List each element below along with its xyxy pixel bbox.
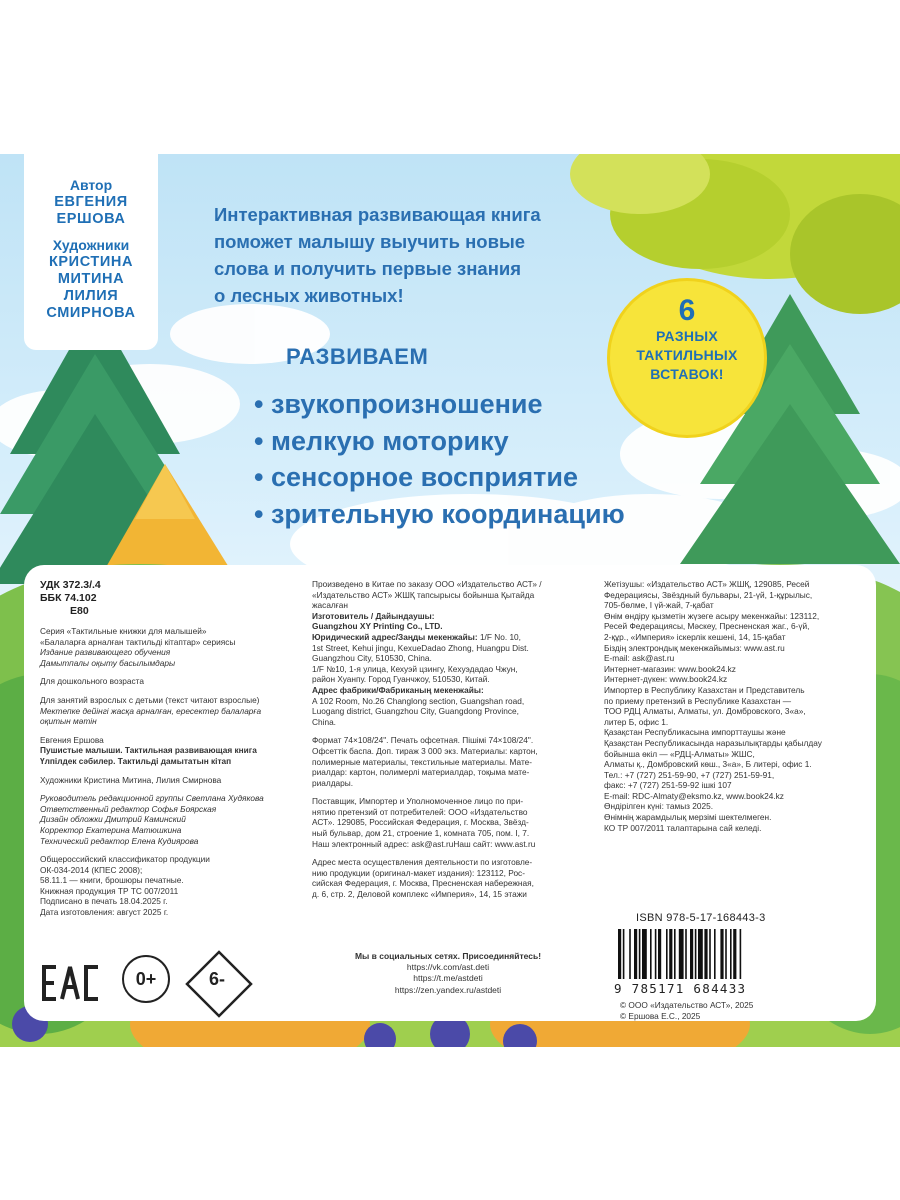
supplier-info: нятию претензий от потребителей: ООО «Издательство xyxy=(312,806,528,817)
author-role: Автор xyxy=(69,177,113,193)
develop-item: • звукопроизношение xyxy=(254,386,625,423)
barcode-bar xyxy=(634,929,637,979)
supplier-info: Наш электронный адрес: ask@ast.ruНаш сайт: www.ast.ru xyxy=(312,838,536,849)
promo-line: слова и получить первые знания xyxy=(214,258,522,279)
format-info: риалдар: картон, полимерлі материалдар, тоқыма мате- xyxy=(312,767,530,778)
kz-info: Өнімнің жарамдылық мерзімі шектелмеген. xyxy=(604,812,772,823)
okp-line: ОК-034-2014 (КПЕС 2008); xyxy=(40,864,143,875)
okp-line: Общероссийский классификатор продукции xyxy=(40,854,210,865)
kz-info: E-mail: RDC-Almaty@eksmo.kz, www.book24.kz xyxy=(604,790,784,801)
social-link-zen[interactable]: https://zen.yandex.ru/astdeti xyxy=(394,984,502,995)
barcode-bar xyxy=(704,929,707,979)
barcode-icon xyxy=(614,929,824,981)
legal-address: Guangzhou City, 510530, China. xyxy=(312,653,432,664)
barcode-bar xyxy=(720,929,723,979)
age-rating-badge: 0+ xyxy=(122,955,170,1003)
legal-address: 1st Street, Kehui jingu, KexueDadao Zhong, Huangpu Dist. xyxy=(312,642,529,653)
barcode-bar xyxy=(658,929,661,979)
kz-info: Алматы қ., Домбровский көш., 3«а», Б литері, офис 1. xyxy=(604,759,812,770)
barcode-bar xyxy=(714,929,716,979)
kz-info: бойынша өкіл — «РДЦ-Алматы» ЖШС, xyxy=(604,748,755,759)
barcode-bar xyxy=(629,929,631,979)
barcode-bar xyxy=(618,929,621,979)
staff-line: Руководитель редакционной группы Светлана Худякова xyxy=(40,793,264,804)
barcode-bar xyxy=(725,929,727,979)
staff-line: Ответственный редактор Софья Боярская xyxy=(40,803,217,814)
copyright xyxy=(620,1000,753,1021)
copyright-line: © ООО «Издательство АСТ», 2025 xyxy=(620,1000,754,1010)
barcode-bar xyxy=(679,929,684,979)
kz-info: 705-бөлме, I үй-жай, 7-қабат xyxy=(604,600,714,611)
social-link-telegram[interactable]: https://t.me/astdeti xyxy=(413,973,483,984)
barcode-bar xyxy=(690,929,693,979)
imprint-column-middle xyxy=(312,579,588,900)
format-info: Формат 74×108/24". Печать офсетная. Пішімі 74×108/24". xyxy=(312,735,534,746)
promo-text xyxy=(214,201,634,309)
kz-info: по приему претензий в Республике Казахстан — xyxy=(604,695,792,706)
barcode-bar xyxy=(674,929,676,979)
author-name-line1: ЕВГЕНИЯ xyxy=(54,194,128,210)
eac-mark-icon xyxy=(40,963,100,1003)
series-kz: «Балаларға арналған тактильді кітаптар» сериясы xyxy=(40,636,236,647)
okp-line: Книжная продукция ТР ТС 007/2011 xyxy=(40,885,179,896)
kz-info: Қазақстан Республикасында наразылықтарды қабылдау xyxy=(604,737,822,748)
age-ru: Для дошкольного возраста xyxy=(40,676,144,687)
kz-info: Федерациясы, Звёздный бульвары, 21-үй, 1-құрылыс, xyxy=(604,589,813,600)
kz-info: КО ТР 007/2011 талаптарына сай келеді. xyxy=(604,822,762,833)
kz-info: Импортер в Республику Казахстан и Представитель xyxy=(604,684,805,695)
copyright-line: © Ершова Е.С., 2025 xyxy=(620,1010,701,1021)
badge-number: 6 xyxy=(678,294,696,327)
reading-kz: оқитын мәтін xyxy=(40,716,97,727)
factory-label: Адрес фабрики/Фабриканың мекенжайы: xyxy=(312,684,484,695)
legal-address: 1/F №10, 1-я улица, Кехуэй цзингу, Кеxуэдадао Чжун, xyxy=(312,663,518,674)
artist1-name-line1: КРИСТИНА xyxy=(48,254,134,270)
bbk-code: ББК 74.102 xyxy=(40,592,97,604)
format-info: полимерные материалы, текстильные материалы. Мате- xyxy=(312,756,533,767)
signed-date: Подписано в печать 18.04.2025 г. xyxy=(40,896,168,907)
develop-item: • мелкую моторику xyxy=(254,423,625,460)
isbn-digits: 9 785171 684433 xyxy=(614,981,747,996)
develop-item: • сенсорное восприятие xyxy=(254,459,625,496)
series-ru: Серия «Тактильные книжки для малышей» xyxy=(40,626,207,636)
artist2-name-line1: ЛИЛИЯ xyxy=(63,288,119,304)
format-info: риалдары. xyxy=(312,777,354,788)
age-recommended-label: 6- xyxy=(209,969,226,989)
tactile-inserts-badge xyxy=(607,278,767,438)
kz-info: Интернет-дүкен: www.book24.kz xyxy=(604,674,728,685)
supplier-info: АСТ». 129085, Российская Федерация, г. Москва, Звёзд- xyxy=(312,817,529,828)
place-info: д. 6, стр. 2, Деловой комплекс «Империя», 14, 15 этажи xyxy=(312,889,527,900)
okp-line: 58.11.1 — книги, брошюры печатные. xyxy=(40,875,184,886)
barcode-bar xyxy=(733,929,736,979)
kz-info: Өнім өндіру қызметін жүзеге асыру мекенжайы: 123112, xyxy=(604,610,820,621)
social-links xyxy=(312,951,584,996)
maker-label: Изготовитель / Дайындаушы: xyxy=(312,610,435,621)
barcode-bar xyxy=(685,929,687,979)
barcode-bar xyxy=(698,929,703,979)
kz-info: Қазақстан Республикасына импорттаушы және xyxy=(604,727,786,738)
social-title: Мы в социальных сетях. Присоединяйтесь! xyxy=(354,951,542,961)
kz-info: 2-құр., «Империя» іскерлік кешені, 14, 15-қабат xyxy=(604,631,786,642)
artist1-name-line2: МИТИНА xyxy=(57,271,125,287)
barcode-bar xyxy=(623,929,625,979)
format-info: Офсеттік баспа. Доп. тираж 3 000 экз. Материалы: картон, xyxy=(312,745,538,756)
barcode-bar xyxy=(740,929,742,979)
barcode-bar xyxy=(695,929,697,979)
kz-info: E-mail: ask@ast.ru xyxy=(604,653,675,664)
factory-address: A 102 Room, No.26 Changlong section, Guangshan road, xyxy=(312,695,525,706)
staff-line: Корректор Екатерина Матюшкина xyxy=(40,824,182,835)
kz-info: Біздің электрондық мекенжайымыз: www.ast.ru xyxy=(604,642,785,653)
author-code: Е80 xyxy=(70,605,89,617)
barcode-bar xyxy=(669,929,672,979)
reading-kz: Мектепке дейінгі жасқа арналған, ересектер балаларға xyxy=(40,705,262,716)
made-in: Произведено в Китае по заказу ООО «Издательство АСТ» / xyxy=(312,579,542,589)
promo-line: о лесных животных! xyxy=(214,285,404,306)
edition-kz: Дамытпалы оқыту басылымдары xyxy=(40,657,176,668)
artist2-name-line2: СМИРНОВА xyxy=(46,305,136,321)
social-link-vk[interactable]: https://vk.com/ast.deti xyxy=(406,962,490,973)
barcode-bar xyxy=(666,929,668,979)
book-artists: Художники Кристина Митина, Лилия Смирнова xyxy=(40,774,222,785)
barcode-bar xyxy=(709,929,711,979)
kz-info: Жетізушы: «Издательство АСТ» ЖШҚ, 129085, Ресей xyxy=(604,579,810,589)
barcode-bar xyxy=(655,929,657,979)
kz-info: Тел.: +7 (727) 251-59-90, +7 (727) 251-59-91, xyxy=(604,769,775,780)
udk-code: УДК 372.3/.4 xyxy=(40,579,101,591)
book-author: Евгения Ершова xyxy=(40,734,104,745)
place-info: Адрес места осуществления деятельности по изготовле- xyxy=(312,857,533,868)
factory-address: Luogang district, Guangzhou City, Guangdong Province, xyxy=(312,706,519,717)
made-in: «Издательство АСТ» ЖШҚ тапсырысы бойынша Қытайда xyxy=(312,589,535,600)
badge-line: РАЗНЫХ xyxy=(656,328,718,344)
isbn-label: ISBN 978-5-17-168443-3 xyxy=(636,912,766,924)
promo-line: поможет малышу выучить новые xyxy=(214,231,526,252)
develop-list xyxy=(254,386,625,532)
place-info: нию продукции (оригинал-макет издания): 123112, Рос- xyxy=(312,867,525,878)
reading-ru: Для занятий взрослых с детьми (текст читают взрослые) xyxy=(40,694,260,705)
legal-address: 1/F No. 10, xyxy=(479,631,521,642)
supplier-info: Поставщик, Импортер и Уполномоченное лицо по при- xyxy=(312,796,524,807)
kz-info: Ресей Федерациясы, Мәскеу, Пресненская жаг., 6-үй, xyxy=(604,621,810,632)
made-in: жасалған xyxy=(312,600,348,611)
develop-title: РАЗВИВАЕМ xyxy=(286,344,429,369)
supplier-info: ный бульвар, дом 21, строение 1, комната 705, пом. I, 7. xyxy=(312,828,530,839)
kz-info: литер Б, офис 1. xyxy=(604,716,669,727)
badge-line: ВСТАВОК! xyxy=(650,366,724,382)
badge-line: ТАКТИЛЬНЫХ xyxy=(636,347,738,363)
place-info: сийская Федерация, г. Москва, Пресненская набережная, xyxy=(312,878,534,889)
factory-address: China. xyxy=(312,716,336,727)
develop-item: • зрительную координацию xyxy=(254,496,625,533)
book-title-ru: Пушистые малыши. Тактильная развивающая книга xyxy=(40,745,257,756)
author-panel xyxy=(24,154,158,350)
barcode-bar xyxy=(650,929,652,979)
barcode-bar xyxy=(639,929,641,979)
kz-info: Өндірілген күні: тамыз 2025. xyxy=(604,801,714,812)
maker-name: Guangzhou XY Printing Co., LTD. xyxy=(312,621,443,632)
edition-ru: Издание развивающего обучения xyxy=(40,647,171,658)
barcode-bar xyxy=(730,929,732,979)
barcode-bar xyxy=(642,929,647,979)
staff-line: Технический редактор Елена Кудиярова xyxy=(40,835,199,846)
author-name-line2: ЕРШОВА xyxy=(56,211,126,227)
kz-info: ТОО РДЦ Алматы, Алматы, ул. Домбровского, 3«а», xyxy=(604,706,806,717)
staff-line: Дизайн обложки Дмитрий Каминский xyxy=(40,814,186,825)
kz-info: Интернет-магазин: www.book24.kz xyxy=(604,663,736,674)
imprint-column-right xyxy=(604,579,858,833)
book-title-kz: Үлпілдек сәбилер. Тактильді дамытатын кітап xyxy=(40,755,232,766)
kz-info: факс: +7 (727) 251-59-92 ішкі 107 xyxy=(604,780,732,791)
artists-role: Художники xyxy=(52,237,130,253)
imprint-card xyxy=(24,565,876,1021)
legal-label: Юридический адрес/Заңды мекенжайы: xyxy=(312,631,478,642)
promo-line: Интерактивная развивающая книга xyxy=(214,204,541,225)
legal-address: район Хуанпу. Город Гуанчжоу, 510530, Китай. xyxy=(312,674,490,685)
made-date: Дата изготовления: август 2025 г. xyxy=(40,907,169,918)
imprint-column-left xyxy=(40,579,304,918)
